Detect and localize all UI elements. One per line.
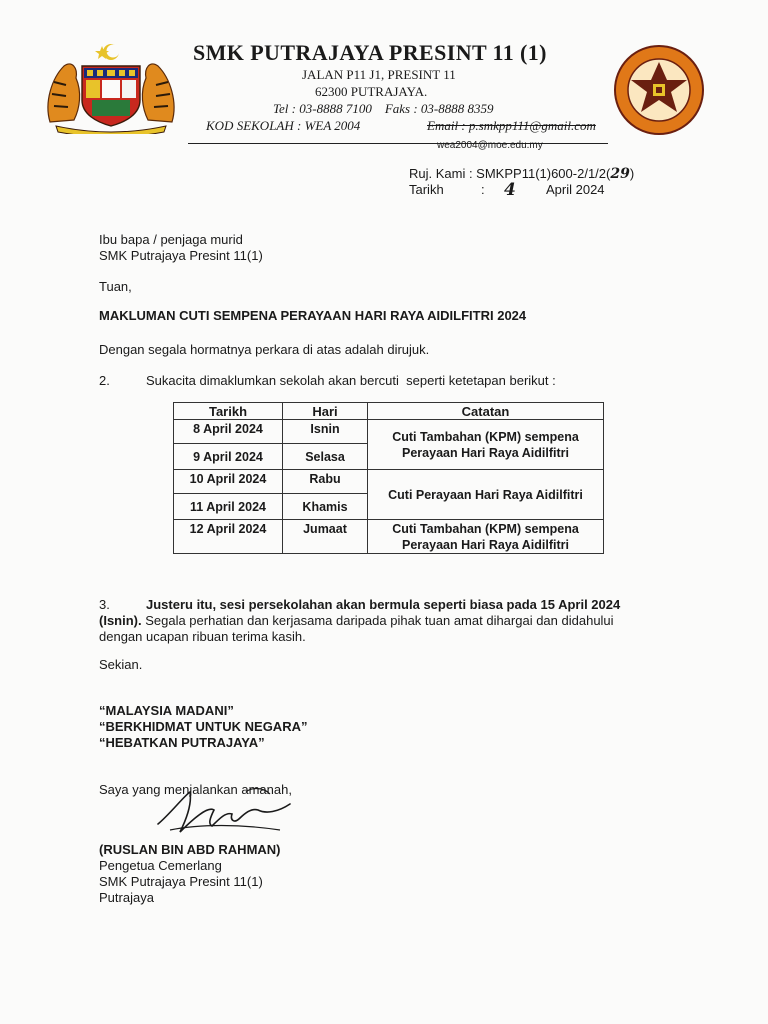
table-row [174,470,604,494]
school-logo-icon [613,42,705,138]
motto-3: “HEBATKAN PUTRAJAYA” [99,735,265,750]
row-note [368,470,604,520]
note-line-2: Perayaan Hari Raya Aidilfitri [402,445,569,460]
row-date: 9 April 2024 [174,444,283,470]
school-name: SMK PUTRAJAYA PRESINT 11 (1) [193,40,547,65]
row-day: Jumaat [283,520,368,554]
letter-subject: MAKLUMAN CUTI SEMPENA PERAYAAN HARI RAYA AIDILFITRI 2024 [99,308,527,323]
signature-icon [150,784,310,846]
reference-label: Ruj. Kami : SMKPP11(1)600-2/1/2( [409,166,611,181]
note-line-1: Cuti Tambahan (KPM) sempena [392,521,579,536]
paragraph-3 [99,597,644,645]
paragraph-3-rest: Segala perhatian dan kerjasama daripada pihak tuan amat dihargai dan didahului dengan ucapan ribuan terima kasih. [99,613,614,644]
row-note [368,420,604,470]
table-row [174,520,604,554]
reference-handwritten-number: 29 [610,166,630,182]
reference-number [409,166,634,182]
email-crossed-out: Email : p.smkpp111@gmail.com [427,118,596,133]
header-catatan: Catatan [368,403,604,420]
malaysia-coat-of-arms-icon [42,42,180,134]
school-code: KOD SEKOLAH : WEA 2004 [206,118,361,133]
address-line-1: JALAN P11 J1, PRESINT 11 [302,67,456,82]
note-line-2: Perayaan Hari Raya Aidilfitri [402,537,569,552]
recipient-line-2: SMK Putrajaya Presint 11(1) [99,248,263,263]
signer-city: Putrajaya [99,890,154,905]
paragraph-1: Dengan segala hormatnya perkara di atas adalah dirujuk. [99,342,430,357]
email-handwritten: wea2004@moe.edu.my [437,140,543,151]
row-note [368,520,604,554]
table-row [174,420,604,444]
row-date: 8 April 2024 [174,420,283,444]
address-line-2: 62300 PUTRAJAYA. [315,84,428,99]
holiday-table [173,402,604,554]
paragraph-2: Sukacita dimaklumkan sekolah akan bercuti seperti ketetapan berikut : [146,373,556,388]
header-tarikh: Tarikh [174,403,283,420]
signer-school: SMK Putrajaya Presint 11(1) [99,874,263,889]
date-handwritten-day: 4 [504,180,516,200]
note-line-1: Cuti Tambahan (KPM) sempena [392,429,579,444]
row-date: 11 April 2024 [174,494,283,520]
table-header-row [174,403,604,420]
recipient-line-1: Ibu bapa / penjaga murid [99,232,243,247]
row-day: Rabu [283,470,368,494]
row-day: Khamis [283,494,368,520]
motto-1: “MALAYSIA MADANI” [99,703,234,718]
signoff: Saya yang menjalankan amanah, [99,782,292,797]
salutation: Tuan, [99,279,132,294]
paragraph-3-bold-day: (Isnin). [99,613,142,628]
paragraph-3-bold: Justeru itu, sesi persekolahan akan bermula seperti biasa pada 15 April 2024 [146,597,621,612]
header-hari: Hari [283,403,368,420]
paragraph-3-number: 3. [99,597,110,612]
date-colon: : [481,182,485,197]
note-line-1: Cuti Perayaan Hari Raya Aidilfitri [388,487,583,502]
date-month-year: April 2024 [546,182,605,197]
reference-close: ) [629,166,635,181]
row-day: Isnin [283,420,368,444]
signer-title: Pengetua Cemerlang [99,858,222,873]
row-date: 10 April 2024 [174,470,283,494]
paragraph-2-number: 2. [99,373,110,388]
date-label: Tarikh [409,182,444,197]
closing: Sekian. [99,657,143,672]
contact-numbers: Tel : 03-8888 7100 Faks : 03-8888 8359 [273,101,494,116]
row-date: 12 April 2024 [174,520,283,554]
signer-name: (RUSLAN BIN ABD RAHMAN) [99,842,281,857]
row-day: Selasa [283,444,368,470]
motto-2: “BERKHIDMAT UNTUK NEGARA” [99,719,308,734]
header-divider [188,143,608,144]
